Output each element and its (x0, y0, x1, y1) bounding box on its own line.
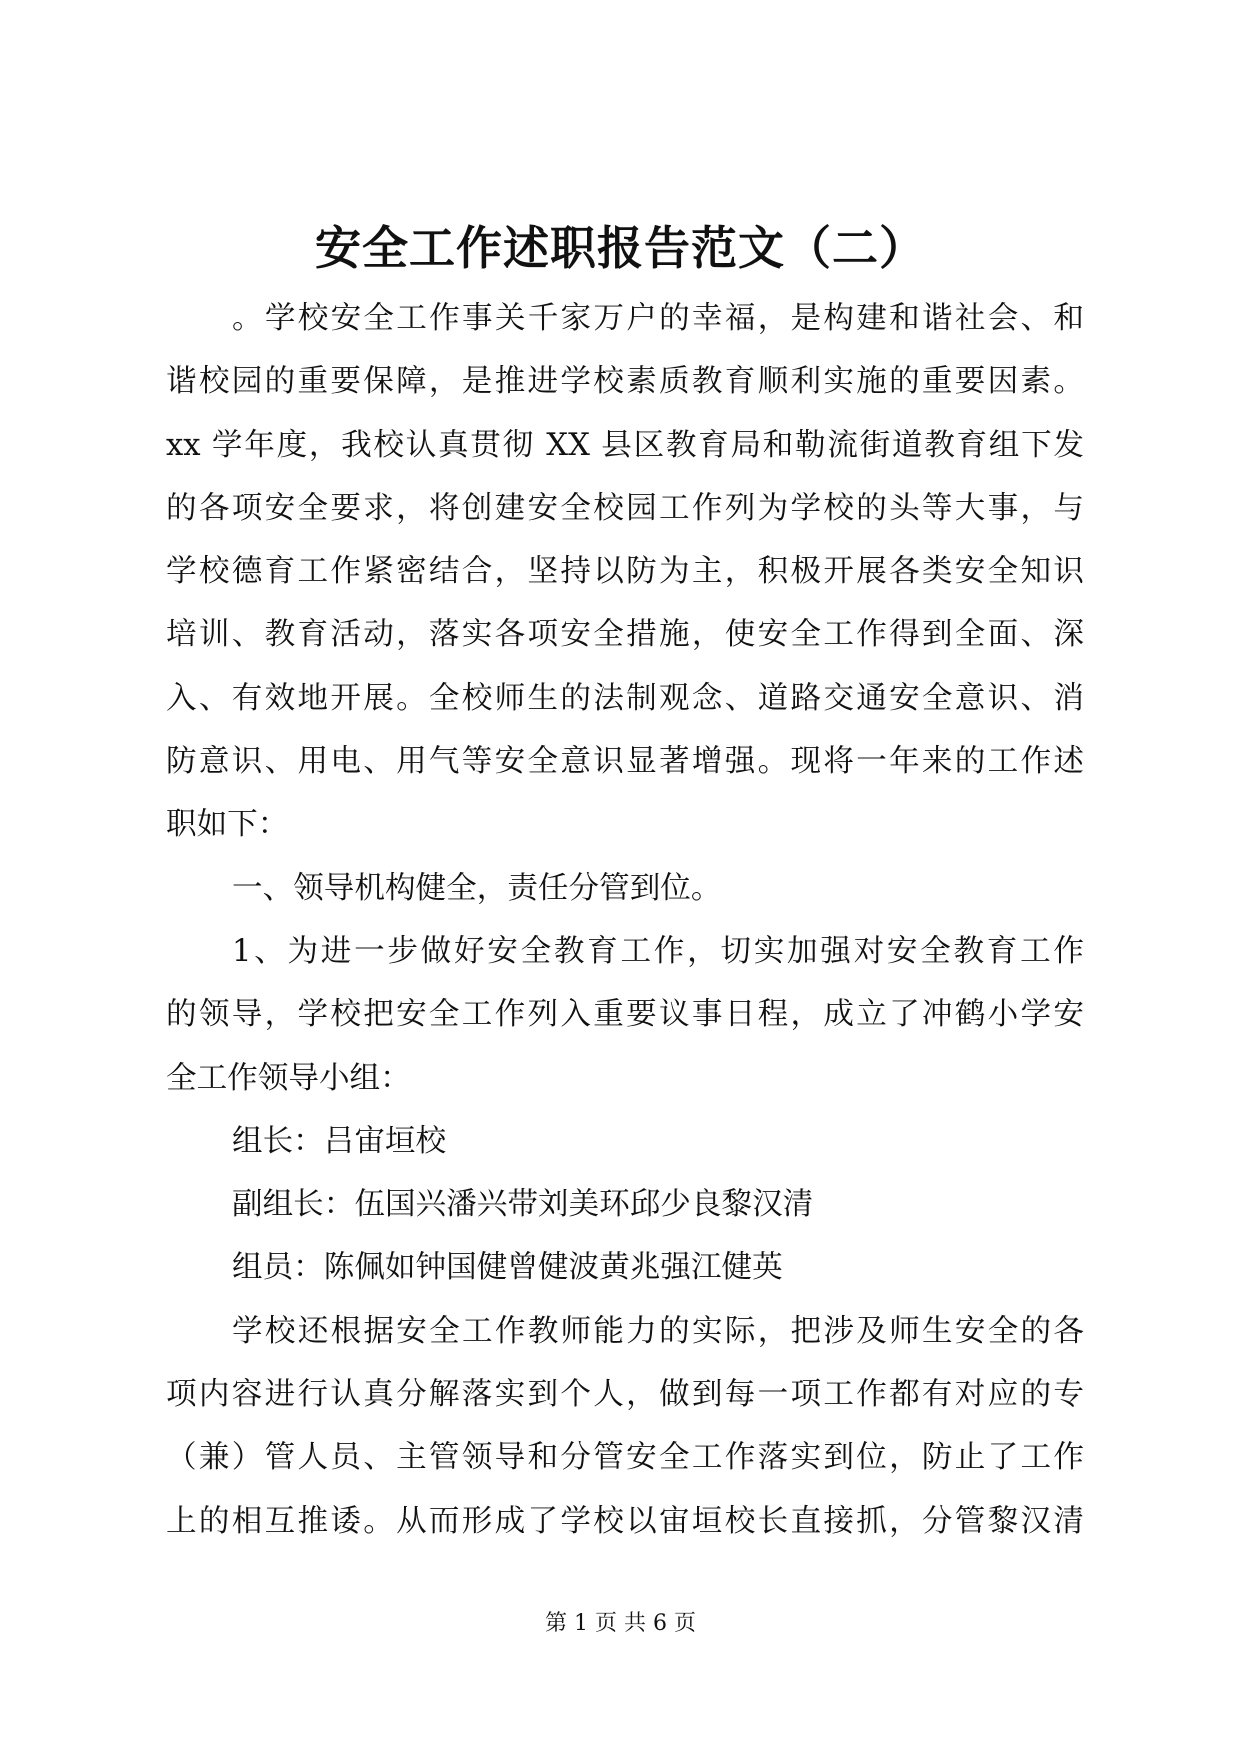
paragraph-line: 培训、教育活动，落实各项安全措施，使安全工作得到全面、深 (166, 617, 1084, 653)
paragraph-line: （兼）管人员、主管领导和分管安全工作落实到位，防止了工作 (166, 1440, 1084, 1476)
paragraph-line: 谐校园的重要保障，是推进学校素质教育顺利实施的重要因素。 (166, 364, 1084, 400)
group-leader: 组长：吕宙垣校 (232, 1123, 447, 1159)
paragraph-line: 防意识、用电、用气等安全意识显著增强。现将一年来的工作述 (166, 744, 1084, 780)
page-footer: 第 1 页 共 6 页 (545, 1611, 696, 1636)
paragraph-line: 入、有效地开展。全校师生的法制观念、道路交通安全意识、消 (166, 680, 1084, 716)
paragraph-line: 的领导，学校把安全工作列入重要议事日程，成立了冲鹤小学安 (166, 997, 1084, 1033)
document-title: 安全工作述职报告范文（二） (315, 221, 926, 275)
paragraph-line: 上的相互推诿。从而形成了学校以宙垣校长直接抓，分管黎汉清 (166, 1503, 1084, 1539)
paragraph-line: 1、为进一步做好安全教育工作，切实加强对安全教育工作 (232, 933, 1084, 969)
paragraph-line: 。学校安全工作事关千家万户的幸福，是构建和谐社会、和 (232, 301, 1084, 336)
section-heading: 一、领导机构健全，责任分管到位。 (232, 870, 722, 906)
group-members: 组员：陈佩如钟国健曾健波黄兆强江健英 (232, 1250, 783, 1286)
paragraph-line: 学校德育工作紧密结合，坚持以防为主，积极开展各类安全知识 (166, 554, 1084, 590)
paragraph-line: 项内容进行认真分解落实到个人，做到每一项工作都有对应的专 (166, 1377, 1084, 1413)
paragraph-line: xx 学年度，我校认真贯彻 XX 县区教育局和勒流街道教育组下发 (166, 427, 1084, 463)
group-deputy-leaders: 副组长：伍国兴潘兴带刘美环邱少良黎汉清 (232, 1187, 814, 1223)
paragraph-line: 学校还根据安全工作教师能力的实际，把涉及师生安全的各 (232, 1313, 1084, 1349)
paragraph-line: 全工作领导小组： (166, 1060, 411, 1096)
document-body (166, 287, 1084, 1553)
paragraph-line: 职如下： (166, 807, 289, 843)
paragraph-line: 的各项安全要求，将创建安全校园工作列为学校的头等大事，与 (166, 490, 1084, 526)
